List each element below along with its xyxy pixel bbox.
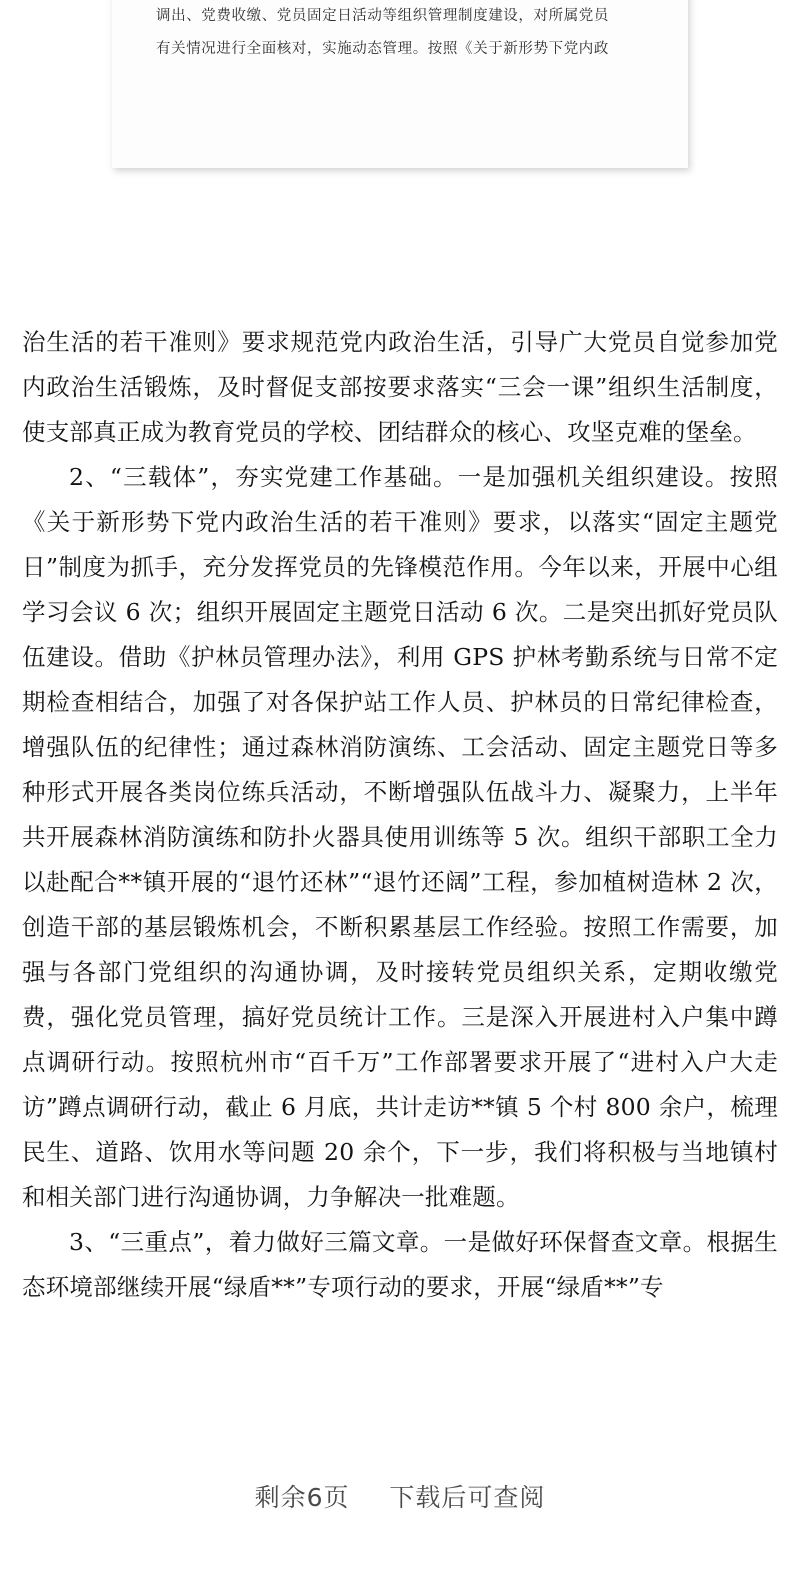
paragraph-section-3: 3、“三重点”，着力做好三篇文章。一是做好环保督查文章。根据生态环境部继续开展“绿盾**”专项行动的要求，开展“绿盾**”专 [22,1228,778,1301]
paragraph-section-2: 2、“三载体”，夯实党建工作基础。一是加强机关组织建设。按照《关于新形势下党内政治生活的若干准则》要求，以落实“固定主题党日”制度为抓手，充分发挥党员的先锋模范作用。今年以来，开展中心组学习会议 6 次；组织开展固定主题党日活动 6 次。二是突出抓好党员队伍建设。借助《护林员管理办法》，利用 GPS 护林考勤系统与日常不定期检查相结合，加强了对各保护站工作人员、护林员的日常纪律检查，增强队伍的纪律性；通过森林消防演练、工会活动、固定主题党日等多种形式开展各类岗位练兵活动，不断增强队伍战斗力、凝聚力，上半年共开展森林消防演练和防扑火器具使用训练等 5 次。组织干部职工全力以赴配合**镇开展的“退竹还林”“退竹还阔”工程，参加植树造林 2 次，创造干部的基层锻炼机会，不断积累基层工作经验。按照工作需要，加强与各部门党组织的沟通协调，及时接转党员组织关系，定期收缴党费，强化党员管理，搞好党员统计工作。三是深入开展进村入户集中蹲点调研行动。按照杭州市“百千万”工作部署要求开展了“进村入户大走访”蹲点调研行动，截止 6 月底，共计走访**镇 5 个村 800 余户，梳理民生、道路、饮用水等问题 20 余个，下一步，我们将积极与当地镇村和相关部门进行沟通协调，力争解决一批难题。 [22,463,778,1211]
remaining-pages-label: 剩余6页 [254,1483,350,1512]
preview-line: 调出、党费收缴、党员固定日活动等组织管理制度建设，对所属党员 [156,8,609,24]
preview-line: 有关情况进行全面核对，实施动态管理。按照《关于新形势下党内政 [156,41,609,57]
preview-page-card [112,0,688,168]
preview-page-text [156,0,644,66]
document-body [22,320,778,1310]
download-hint-label: 下载后可查阅 [389,1483,546,1512]
remaining-pages-notice [0,1478,800,1514]
paragraph-continuation: 治生活的若干准则》要求规范党内政治生活，引导广大党员自觉参加党内政治生活锻炼，及时督促支部按要求落实“三会一课”组织生活制度，使支部真正成为教育党员的学校、团结群众的核心、攻坚克难的堡垒。 [22,328,778,446]
